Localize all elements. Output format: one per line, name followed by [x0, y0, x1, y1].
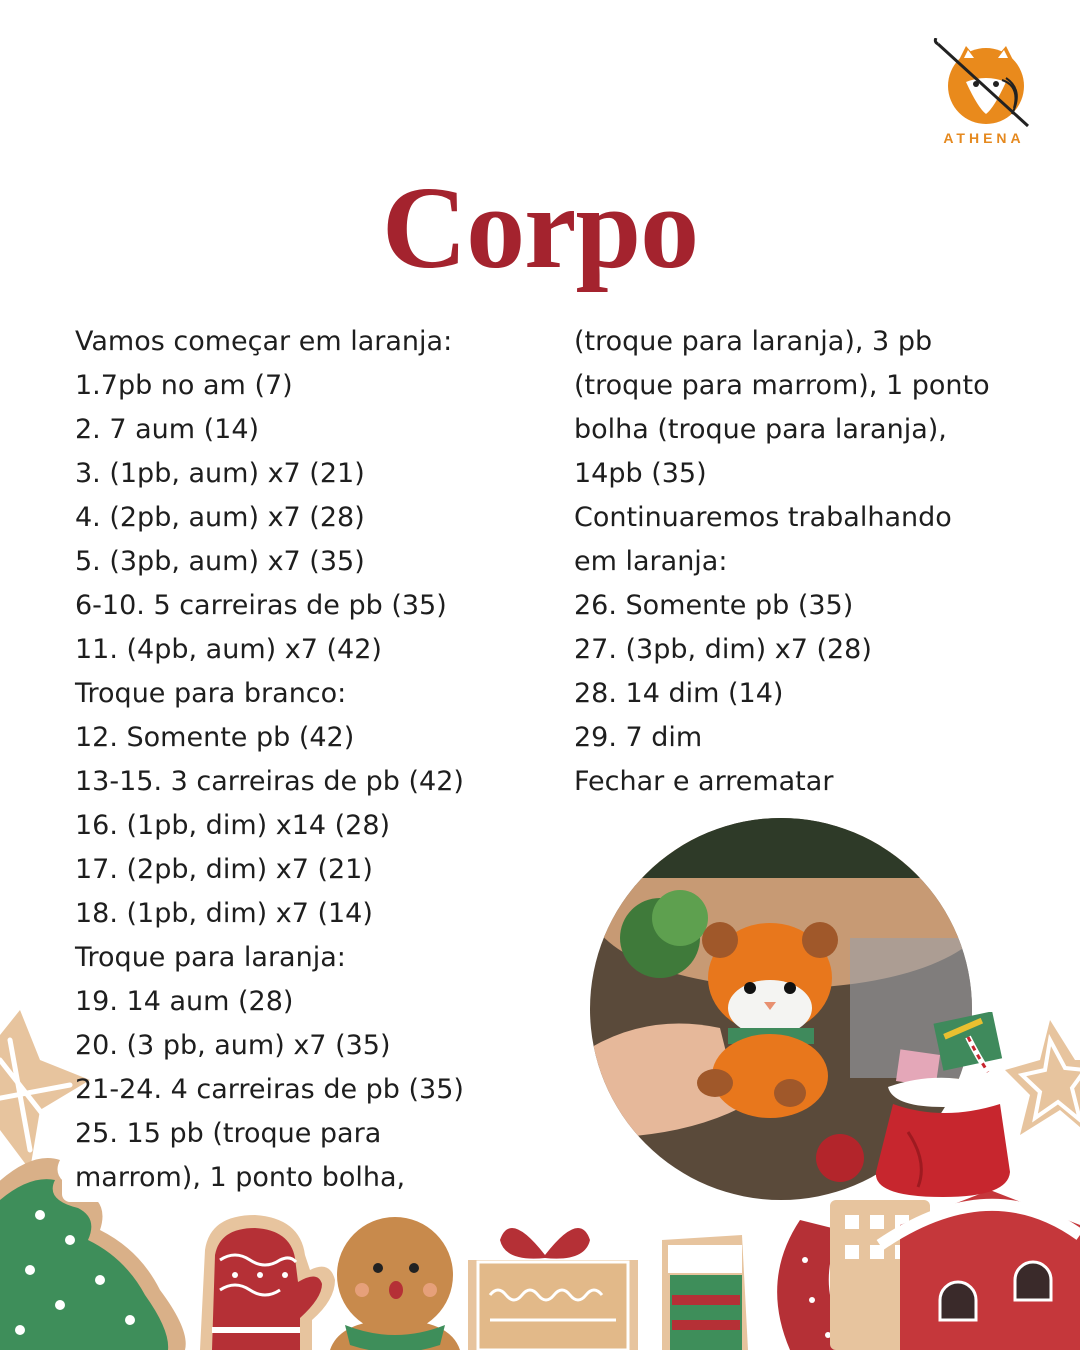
instructions-left-column	[75, 320, 464, 1200]
instruction-line: em laranja:	[574, 546, 728, 577]
instruction-line: Troque para branco:	[75, 678, 347, 709]
instruction-line: 1.7pb no am (7)	[75, 370, 293, 401]
instruction-line: 5. (3pb, aum) x7 (35)	[75, 546, 365, 577]
instruction-line: 29. 7 dim	[574, 722, 703, 753]
instruction-line: 19. 14 aum (28)	[75, 986, 294, 1017]
instruction-line: Fechar e arrematar	[574, 766, 834, 797]
instruction-line: Continuaremos trabalhando	[574, 502, 952, 533]
house-cookie-icon	[830, 1190, 1080, 1350]
instruction-line: bolha (troque para laranja),	[574, 414, 947, 445]
instruction-line: 26. Somente pb (35)	[574, 590, 854, 621]
instruction-line: Troque para laranja:	[75, 942, 346, 973]
brand-name: ATHENA	[943, 130, 1025, 146]
instruction-line: 17. (2pb, dim) x7 (21)	[75, 854, 373, 885]
gift-cookie-icon	[468, 1228, 638, 1350]
instruction-line: (troque para laranja), 3 pb	[574, 326, 933, 357]
instruction-line: 2. 7 aum (14)	[75, 414, 260, 445]
stocking-cookie-icon	[662, 1235, 748, 1350]
instruction-line: 12. Somente pb (42)	[75, 722, 355, 753]
instruction-line: 18. (1pb, dim) x7 (14)	[75, 898, 373, 929]
instruction-line: 28. 14 dim (14)	[574, 678, 784, 709]
instructions-right-column	[574, 320, 990, 804]
instruction-line: 16. (1pb, dim) x14 (28)	[75, 810, 391, 841]
mitten-cookie-icon	[200, 1215, 335, 1350]
instruction-line: (troque para marrom), 1 ponto	[574, 370, 990, 401]
instruction-line: 6-10. 5 carreiras de pb (35)	[75, 590, 447, 621]
gingerbread-man-icon	[330, 1217, 460, 1350]
instruction-line: 13-15. 3 carreiras de pb (42)	[75, 766, 464, 797]
instruction-line: 21-24. 4 carreiras de pb (35)	[75, 1074, 464, 1105]
instruction-line: 27. (3pb, dim) x7 (28)	[574, 634, 872, 665]
instruction-line: 25. 15 pb (troque para	[75, 1118, 382, 1149]
instruction-line: 11. (4pb, aum) x7 (42)	[75, 634, 382, 665]
page-title: Corpo	[381, 162, 699, 293]
instruction-line: 20. (3 pb, aum) x7 (35)	[75, 1030, 391, 1061]
instruction-line: 14pb (35)	[574, 458, 707, 489]
instruction-line: 3. (1pb, aum) x7 (21)	[75, 458, 365, 489]
instruction-line: marrom), 1 ponto bolha,	[75, 1162, 406, 1193]
instruction-line: 4. (2pb, aum) x7 (28)	[75, 502, 365, 533]
athena-logo	[928, 38, 1040, 148]
santa-gift-bag-icon	[868, 1012, 1018, 1202]
instruction-line: Vamos começar em laranja:	[75, 326, 453, 357]
fox-yarn-icon	[928, 38, 1040, 130]
